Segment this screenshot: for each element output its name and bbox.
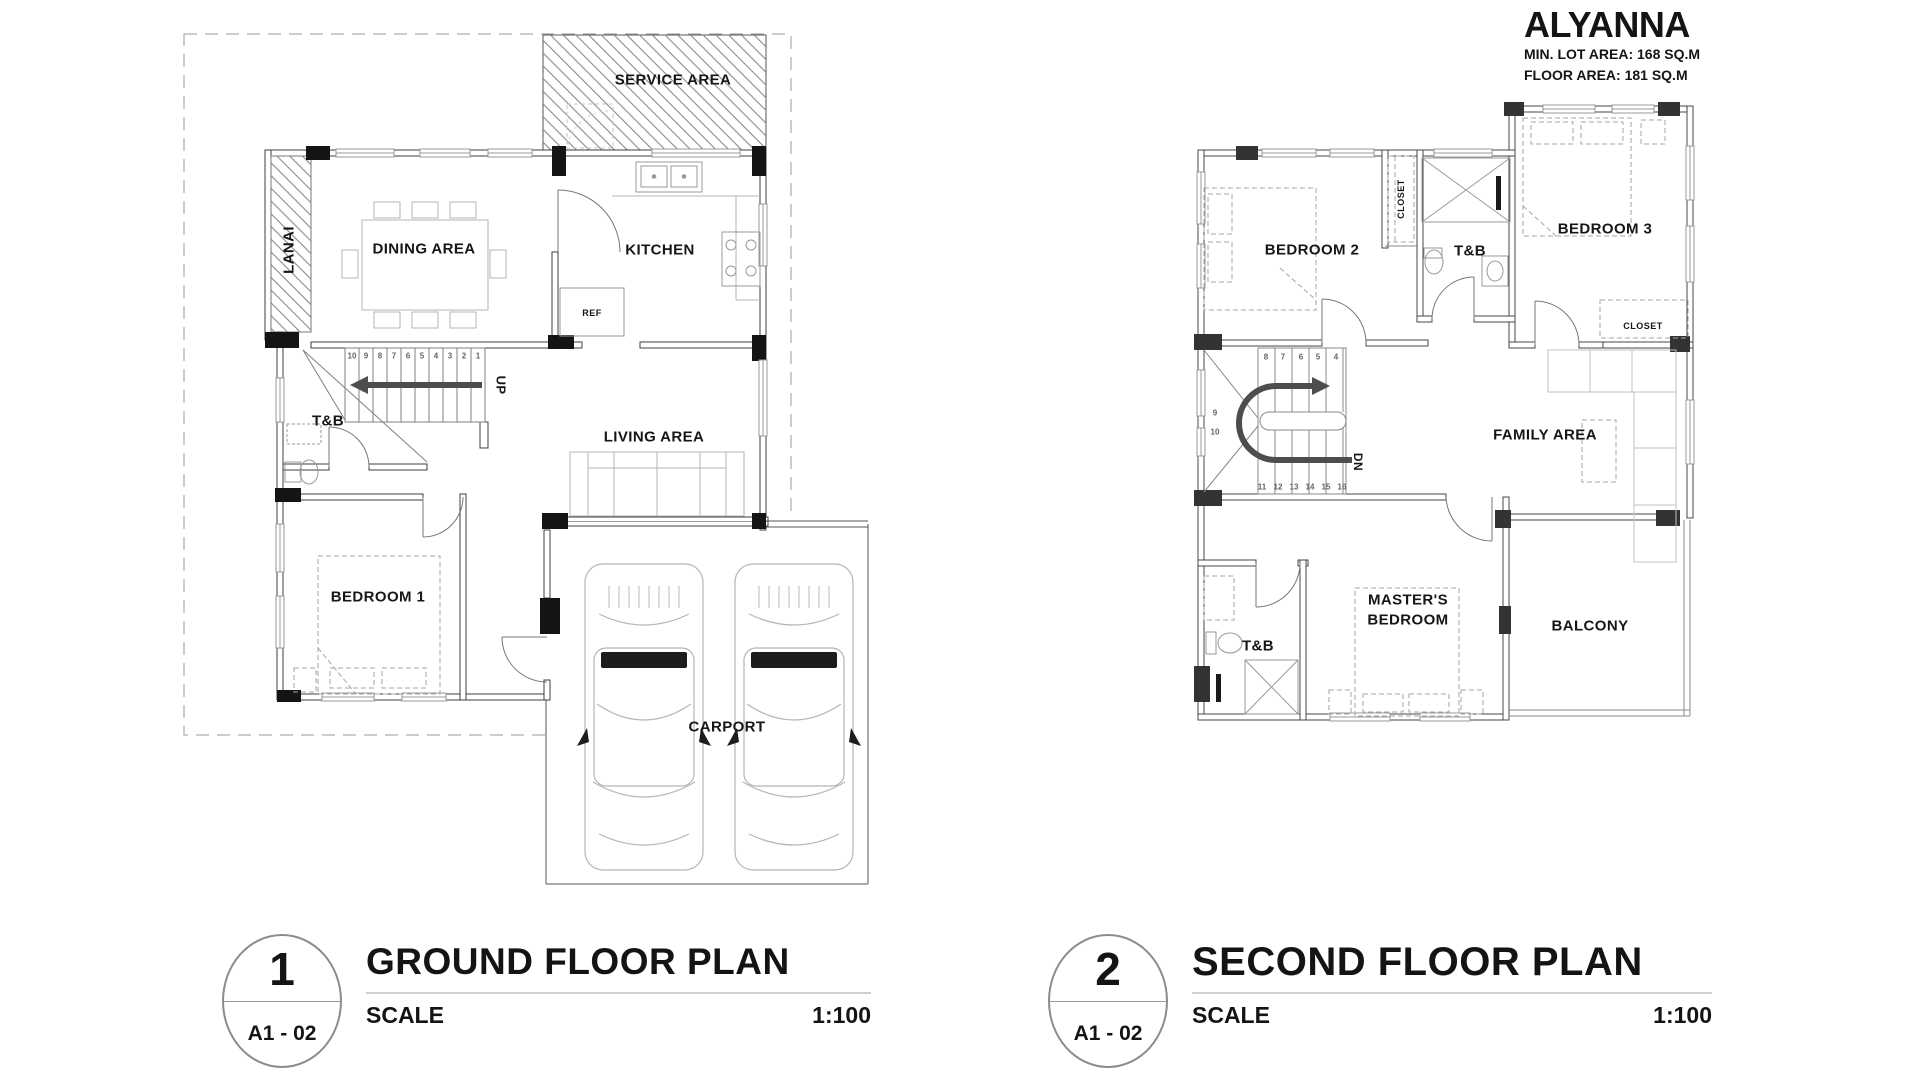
stair-tread-number: 9 [1212,408,1218,418]
stair-tread-number: 15 [1321,482,1331,492]
room-label-carport: CARPORT [688,718,766,736]
stair-tread-number: 1 [475,351,481,361]
stair-tread-number: 8 [377,351,383,361]
room-label-bedroom-1: BEDROOM 1 [330,588,426,606]
stair-tread-number: 14 [1305,482,1315,492]
plan-title-ground: GROUND FLOOR PLAN [366,934,871,994]
room-label-bedroom-2: BEDROOM 2 [1264,241,1360,259]
room-label-masters-bedroom: MASTER'S BEDROOM [1367,591,1449,628]
room-label-kitchen: KITCHEN [625,241,695,259]
stair-tread-number: 4 [1333,352,1339,362]
plan-title-second: SECOND FLOOR PLAN [1192,934,1712,994]
detail-divider [1050,1001,1166,1002]
stair-tread-number: 12 [1273,482,1283,492]
scale-value: 1:100 [812,1002,871,1028]
stair-tread-number: 10 [347,351,357,361]
stair-tread-number: 11 [1257,482,1267,492]
room-label-lanai: LANAI [280,226,298,274]
closet-label-bedroom-2: CLOSET [1396,179,1406,219]
detail-bubble-2 [1048,934,1168,1068]
detail-number: 2 [1095,942,1121,995]
detail-number: 1 [269,942,295,995]
room-label-family-area: FAMILY AREA [1493,426,1597,444]
title-block-ground [222,934,871,1068]
room-label-tb-upper: T&B [1453,242,1487,260]
stair-tread-number: 4 [433,351,439,361]
stair-tread-number: 6 [1298,352,1304,362]
lot-area-note: MIN. LOT AREA: 168 SQ.M [1524,46,1701,62]
stairs-dn-label: DN [1351,452,1365,472]
scale-label: SCALE [1192,1002,1270,1028]
scale-label: SCALE [366,1002,444,1028]
room-label-tb-master: T&B [1241,637,1275,655]
scale-value: 1:100 [1653,1002,1712,1028]
stair-tread-number: 16 [1337,482,1347,492]
stair-tread-number: 3 [447,351,453,361]
stair-tread-number: 5 [1315,352,1321,362]
stair-tread-number: 8 [1263,352,1269,362]
sheet-number: A1 - 02 [247,1021,317,1045]
sheet-number: A1 - 02 [1073,1021,1143,1045]
closet-label-bedroom-3: CLOSET [1623,321,1663,331]
detail-bubble-1 [222,934,342,1068]
stair-tread-number: 9 [363,351,369,361]
stair-tread-number: 2 [461,351,467,361]
stair-tread-number: 7 [391,351,397,361]
room-label-tb-ground: T&B [311,412,345,430]
room-label-bedroom-3: BEDROOM 3 [1557,220,1653,238]
stairs-up-label: UP [493,375,509,395]
project-title: ALYANNA [1524,4,1690,45]
title-block-second [1048,934,1712,1068]
stair-tread-number: 7 [1280,352,1286,362]
room-label-service-area: SERVICE AREA [614,71,732,89]
stair-tread-number: 5 [419,351,425,361]
stair-tread-number: 6 [405,351,411,361]
stair-tread-number: 13 [1289,482,1299,492]
room-label-dining-area: DINING AREA [372,240,476,258]
floor-area-note: FLOOR AREA: 181 SQ.M [1524,67,1688,83]
detail-divider [224,1001,340,1002]
room-label-living-area: LIVING AREA [603,428,705,446]
room-label-balcony: BALCONY [1551,617,1629,635]
fixture-label-ref: REF [582,308,602,318]
stair-tread-number: 10 [1210,427,1220,437]
